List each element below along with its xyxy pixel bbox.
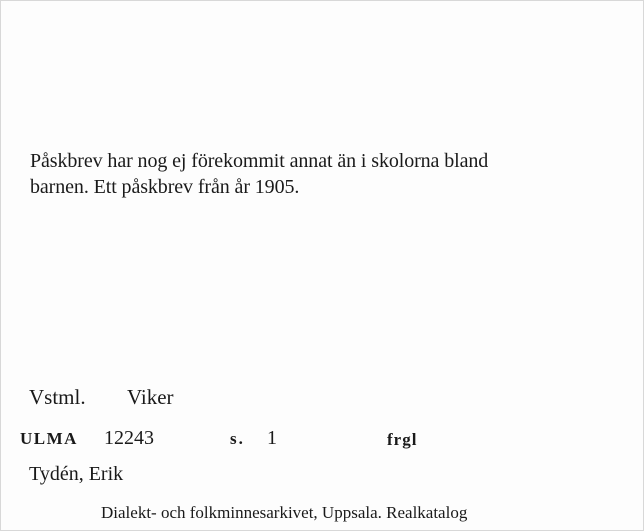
archive-label: ULMA [20,429,78,448]
category-code: frgl [387,430,418,449]
card-body-text [30,148,620,200]
recorder-name: Tydén, Erik [29,463,124,485]
page-label: s. [230,429,245,448]
province-label: Vstml. [29,385,86,409]
page-number: 1 [267,427,277,449]
parish-name: Viker [127,385,174,409]
archive-number: 12243 [104,427,154,449]
body-line-2: barnen. Ett påskbrev från år 1905. [30,176,300,198]
body-line-1: Påskbrev har nog ej förekommit annat än i skolorna bland [30,150,489,172]
archive-footer: Dialekt- och folkminnesarkivet, Uppsala. Realkatalog [101,503,468,522]
